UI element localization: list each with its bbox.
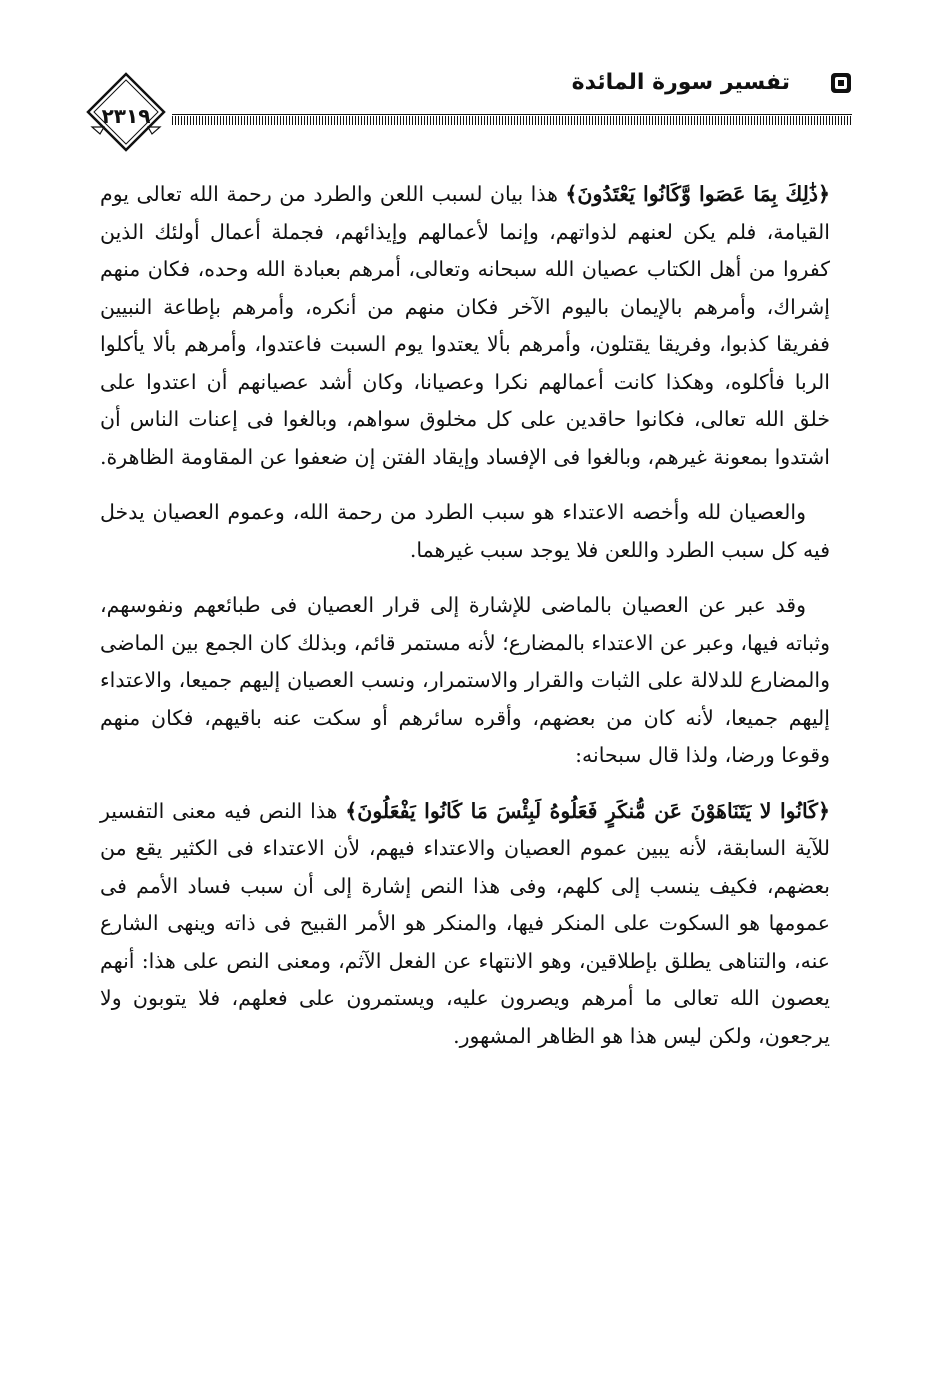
quran-verse: ﴿كَانُوا لا يَتَنَاهَوْنَ عَن مُّنكَرٍ فَعَلُوهُ لَبِئْسَ مَا كَانُوا يَفْعَلُونَ﴾ — [345, 798, 830, 823]
header-rule — [172, 116, 852, 125]
page-number: ٢٣١٩ — [101, 104, 151, 128]
paragraph-text: والعصيان لله وأخصه الاعتداء هو سبب الطرد من رحمة الله، وعموم العصيان يدخل فيه كل سبب الطرد واللعن فلا يوجد سبب غيرهما. — [100, 500, 830, 562]
paragraph — [100, 176, 830, 476]
paragraph-text: هذا النص فيه معنى التفسير للآية السابقة، لأنه يبين عموم العصيان والاعتداء فيهم، لأن الاعتداء فى الكثير يقع من بعضهم، فكيف ينسب إلى كلهم، وفى هذا النص إشارة إلى أن سبب فساد الأمم فى عمومها هو السكوت على المنكر فيها، والمنكر هو الأمر القبيح فى ذاته وينهى الشارع عنه، والتناهى يطلق بإطلاقين، وهو الانتهاء عن الفعل الآثم، ومعنى النص على هذا: أنهم يعصون الله تعالى ما أمرهم ويصرون عليه، ويستمرون على فعلهم، فلا يتوبون ولا يرجعون، ولكن ليس هذا هو الظاهر المشهور. — [100, 798, 830, 1048]
quran-verse: ﴿ذَٰلِكَ بِمَا عَصَوا وَّكَانُوا يَعْتَدُونَ﴾ — [565, 182, 830, 206]
paragraph — [100, 793, 830, 1056]
page-number-badge — [86, 72, 166, 152]
paragraph — [100, 494, 830, 569]
paragraph-text: هذا بيان لسبب اللعن والطرد من رحمة الله تعالى يوم القيامة، فلم يكن لعنهم لذواتهم، وإنما لأعمالهم وإيذائهم، فجملة أعمال أولئك الذين كفروا من أهل الكتاب عصيان الله سبحانه وتعالى، أمرهم بعبادة الله وحده، فكان منهم إشراك، وأمرهم بالإيمان باليوم الآخر فكان منهم من أنكره، وأمرهم بإطاعة النبيين ففريقا كذبوا، وفريقا يقتلون، وأمرهم بألا يعتدوا يوم السبت فاعتدوا، وأمرهم بألا يأكلوا الربا فأكلوه، وهكذا كانت أعمالهم نكرا وعصيانا، وكان أشد عصيانهم أن اعتدوا على خلق الله تعالى، فكانوا حاقدين على كل مخلوق سواهم، وبالغوا فى إعنات الناس أن اشتدوا بمعونة غيرهم، وبالغوا فى الإفساد وإيقاد الفتن إن ضعفوا عن المقاومة الظاهرة. — [100, 182, 830, 469]
paragraph — [100, 587, 830, 775]
chapter-title: تفسير سورة المائدة — [571, 70, 790, 95]
page-header — [80, 62, 860, 162]
header-rule-line — [172, 114, 852, 115]
ornament-icon — [828, 70, 854, 96]
paragraph-text: وقد عبر عن العصيان بالماضى للإشارة إلى قرار العصيان فى طبائعهم ونفوسهم، وثباته فيها، وعبر عن الاعتداء بالمضارع؛ لأنه مستمر قائم، وبذلك كان الجمع بين الماضى والمضارع للدلالة على الثبات والقرار والاستمرار، ونسب العصيان إليهم جميعا، والاعتداء إليهم جميعا، لأنه كان من بعضهم، وأقره سائرهم أو سكت عنه باقيهم، فكان منهم وقوعا ورضا، ولذا قال سبحانه: — [100, 593, 830, 767]
body-text — [100, 176, 830, 1073]
